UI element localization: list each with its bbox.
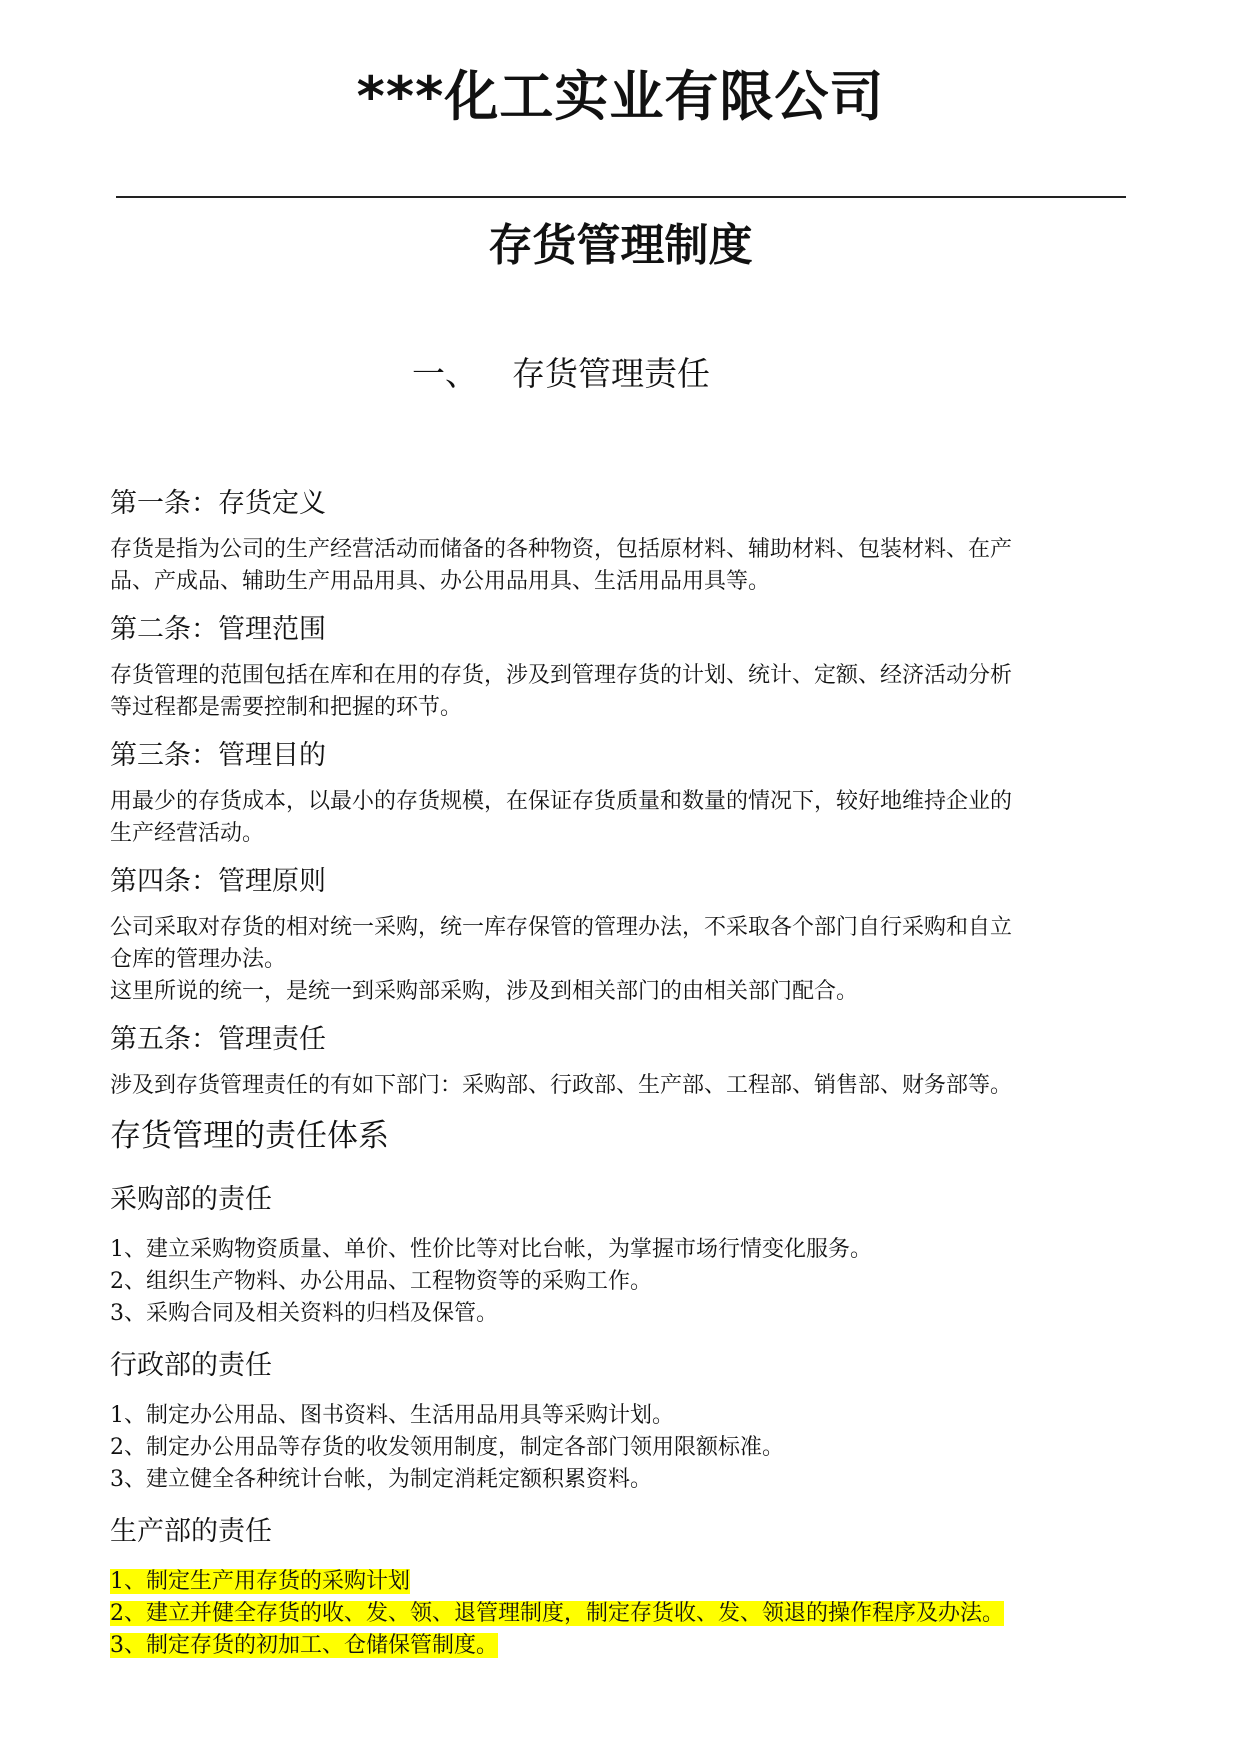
department-title: 采购部的责任 [110, 1184, 272, 1215]
paragraph-line: 存货是指为公司的生产经营活动而储备的各种物资，包括原材料、辅助材料、包装材料、在产 [110, 537, 1013, 562]
list-item: 1、建立采购物资质量、单价、性价比等对比台帐，为掌握市场行情变化服务。 [110, 1237, 872, 1262]
paragraph-line: 生产经营活动。 [110, 821, 265, 846]
paragraph-line: 品、产成品、辅助生产用品用具、办公用品用具、生活用品用具等。 [110, 569, 771, 594]
responsibility-system-title: 存货管理的责任体系 [110, 1118, 389, 1154]
section-heading [412, 352, 710, 396]
article-paragraph [110, 534, 1135, 598]
article-3 [110, 736, 1135, 850]
list-item: 3、建立健全各种统计台帐，为制定消耗定额积累资料。 [110, 1467, 652, 1492]
article-paragraph [110, 786, 1135, 850]
paragraph-line: 仓库的管理办法。 [110, 947, 287, 972]
paragraph-line: 涉及到存货管理责任的有如下部门：采购部、行政部、生产部、工程部、销售部、财务部等。 [110, 1073, 1013, 1098]
responsibility-list [110, 1234, 1135, 1330]
department-title: 生产部的责任 [110, 1516, 272, 1547]
article-title: 第二条：管理范围 [110, 614, 326, 645]
article-1 [110, 484, 1135, 598]
article-4 [110, 862, 1135, 1008]
section-number: 一、 [412, 354, 478, 393]
list-item: 3、制定存货的初加工、仓储保管制度。 [110, 1633, 498, 1658]
article-title: 第一条：存货定义 [110, 488, 326, 519]
section-title: 存货管理责任 [512, 354, 710, 393]
article-title: 第三条：管理目的 [110, 740, 326, 771]
list-item: 1、制定办公用品、图书资料、生活用品用具等采购计划。 [110, 1403, 674, 1428]
department-title: 行政部的责任 [110, 1350, 272, 1381]
article-paragraph [110, 660, 1135, 724]
document-title: 存货管理制度 [488, 220, 753, 271]
article-5 [110, 1020, 1135, 1102]
paragraph-line: 存货管理的范围包括在库和在用的存货，涉及到管理存货的计划、统计、定额、经济活动分析 [110, 663, 1013, 688]
department-admin [110, 1346, 1135, 1496]
paragraph-line: 公司采取对存货的相对统一采购，统一库存保管的管理办法，不采取各个部门自行采购和自立 [110, 915, 1013, 940]
list-item: 2、建立并健全存货的收、发、领、退管理制度，制定存货收、发、领退的操作程序及办法。 [110, 1601, 1005, 1626]
highlighted-responsibility-list [110, 1566, 1135, 1662]
company-title: ***化工实业有限公司 [356, 65, 885, 128]
list-item: 2、组织生产物料、办公用品、工程物资等的采购工作。 [110, 1269, 652, 1294]
article-2 [110, 610, 1135, 724]
article-title: 第五条：管理责任 [110, 1024, 326, 1055]
department-production [110, 1512, 1135, 1662]
list-item: 2、制定办公用品等存货的收发领用制度，制定各部门领用限额标准。 [110, 1435, 784, 1460]
department-purchasing [110, 1180, 1135, 1330]
list-item: 3、采购合同及相关资料的归档及保管。 [110, 1301, 498, 1326]
article-paragraph [110, 1070, 1135, 1102]
paragraph-line: 等过程都是需要控制和把握的环节。 [110, 695, 463, 720]
list-item: 1、制定生产用存货的采购计划 [110, 1569, 410, 1594]
paragraph-line: 这里所说的统一，是统一到采购部采购，涉及到相关部门的由相关部门配合。 [110, 979, 859, 1004]
paragraph-line: 用最少的存货成本，以最小的存货规模，在保证存货质量和数量的情况下，较好地维持企业的 [110, 789, 1013, 814]
title-divider [116, 196, 1126, 198]
article-paragraph [110, 912, 1135, 1008]
article-title: 第四条：管理原则 [110, 866, 326, 897]
responsibility-list [110, 1400, 1135, 1496]
document-body [110, 484, 1135, 1678]
